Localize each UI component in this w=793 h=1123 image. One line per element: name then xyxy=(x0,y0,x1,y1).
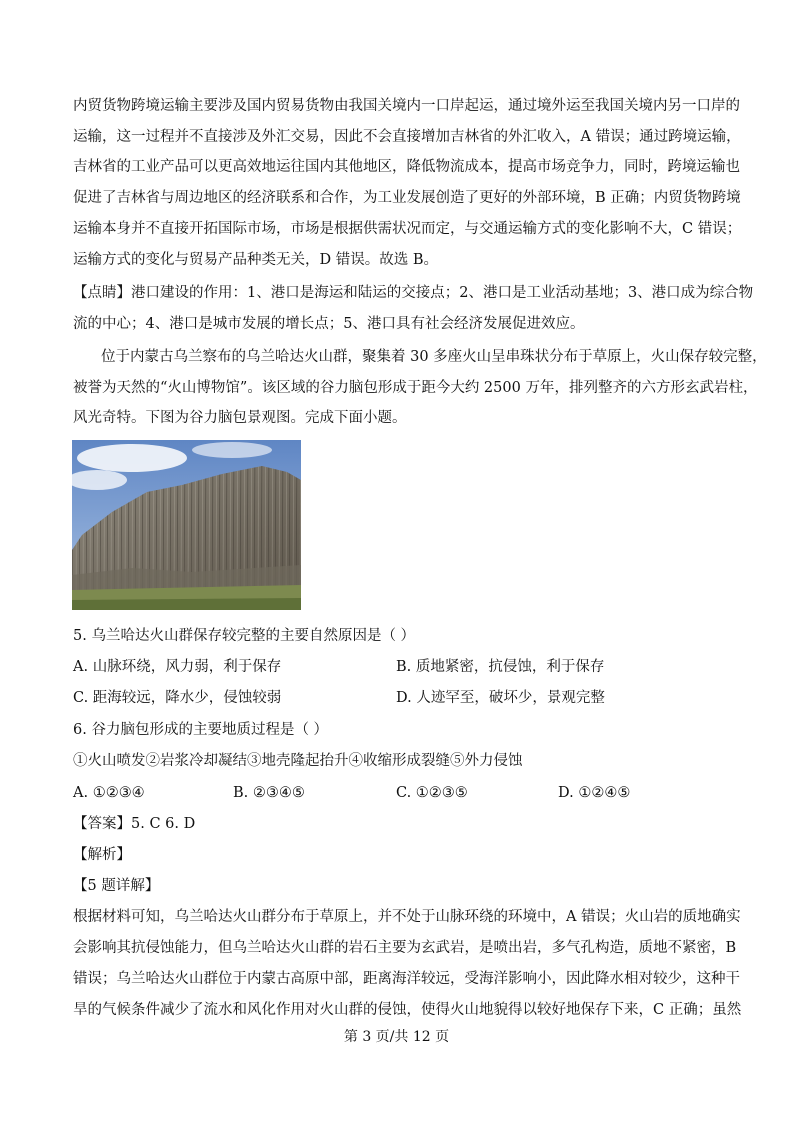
dianjing-tag: 【点睛】 xyxy=(73,285,131,301)
detail-line: 旱的气候条件减少了流水和风化作用对火山群的侵蚀，使得火山地貌得以较好地保存下来，C 正确；虽然 xyxy=(73,1002,742,1018)
dianjing-line xyxy=(73,283,754,303)
landscape-illustration xyxy=(72,440,301,610)
q6-option-a: A. ①②③④ xyxy=(73,785,145,801)
paragraph-line: 运输，这一过程并不直接涉及外汇交易，因此不会直接增加吉林省的外汇收入，A 错误；通过跨境运输， xyxy=(73,129,741,145)
answer-line xyxy=(73,814,733,834)
dianjing-line: 流的中心；4、港口是城市发展的增长点；5、港口具有社会经济发展促进效应。 xyxy=(73,316,585,332)
q6-option-b: B. ②③④⑤ xyxy=(233,785,305,801)
q5-option-d: D. 人迹罕至，破坏少，景观完整 xyxy=(396,690,605,706)
detail-line: 错误；乌兰哈达火山群位于内蒙古高原中部，距离海洋较远，受海洋影响小，因此降水相对较少，这种干 xyxy=(73,971,740,987)
material-line: 位于内蒙古乌兰察布的乌兰哈达火山群，聚集着 30 多座火山呈串珠状分布于草原上，火山保存较完整， xyxy=(101,349,767,365)
question-6-stem: 6. 谷力脑包形成的主要地质过程是（ ） xyxy=(73,722,329,738)
q5-option-c: C. 距海较远，降水少，侵蚀较弱 xyxy=(73,690,282,706)
question-5-stem: 5. 乌兰哈达火山群保存较完整的主要自然原因是（ ） xyxy=(73,628,416,644)
detail-5-tag: 【5 题详解】 xyxy=(73,878,160,894)
page-footer: 第 3 页/共 12 页 xyxy=(343,1029,450,1045)
material-line: 被誉为天然的“火山博物馆”。该区域的谷力脑包形成于距今大约 2500 万年，排列整齐的六方形玄武岩柱， xyxy=(73,380,758,396)
paragraph-line: 内贸货物跨境运输主要涉及国内贸易货物由我国关境内一口岸起运，通过境外运至我国关境内另一口岸的 xyxy=(73,98,740,114)
material-line: 风光奇特。下图为谷力脑包景观图。完成下面小题。 xyxy=(73,410,407,426)
analysis-tag: 【解析】 xyxy=(73,847,131,863)
paragraph-line: 吉林省的工业产品可以更高效地运往国内其他地区，降低物流成本，提高市场竞争力，同时，跨境运输也 xyxy=(73,159,740,175)
dianjing-text: 港口建设的作用：1、港口是海运和陆运的交接点；2、港口是工业活动基地；3、港口成为综合物 xyxy=(131,285,754,301)
basalt-column-landscape-photo xyxy=(72,440,301,610)
q5-option-b: B. 质地紧密，抗侵蚀，利于保存 xyxy=(396,659,605,675)
detail-line: 根据材料可知，乌兰哈达火山群分布于草原上，并不处于山脉环绕的环境中，A 错误；火山岩的质地确实 xyxy=(73,909,741,925)
detail-line: 会影响其抗侵蚀能力，但乌兰哈达火山群的岩石主要为玄武岩，是喷出岩，多气孔构造，质地不紧密，B xyxy=(73,940,737,956)
paragraph-line: 运输本身并不直接开拓国际市场，市场是根据供需状况而定，与交通运输方式的变化影响不大，C 错误； xyxy=(73,221,742,237)
q5-option-a: A. 山脉环绕，风力弱，利于保存 xyxy=(73,659,282,675)
q6-option-d: D. ①②④⑤ xyxy=(558,785,631,801)
q6-option-c: C. ①②③⑤ xyxy=(396,785,468,801)
answer-text: 5. C 6. D xyxy=(131,816,196,832)
paragraph-line: 运输方式的变化与贸易产品种类无关，D 错误。故选 B。 xyxy=(73,252,438,268)
answer-tag: 【答案】 xyxy=(73,816,131,832)
question-6-items: ①火山喷发②岩浆冷却凝结③地壳隆起抬升④收缩形成裂缝⑤外力侵蚀 xyxy=(73,753,523,769)
paragraph-line: 促进了吉林省与周边地区的经济联系和合作，为工业发展创造了更好的外部环境，B 正确；内贸货物跨境 xyxy=(73,190,741,206)
